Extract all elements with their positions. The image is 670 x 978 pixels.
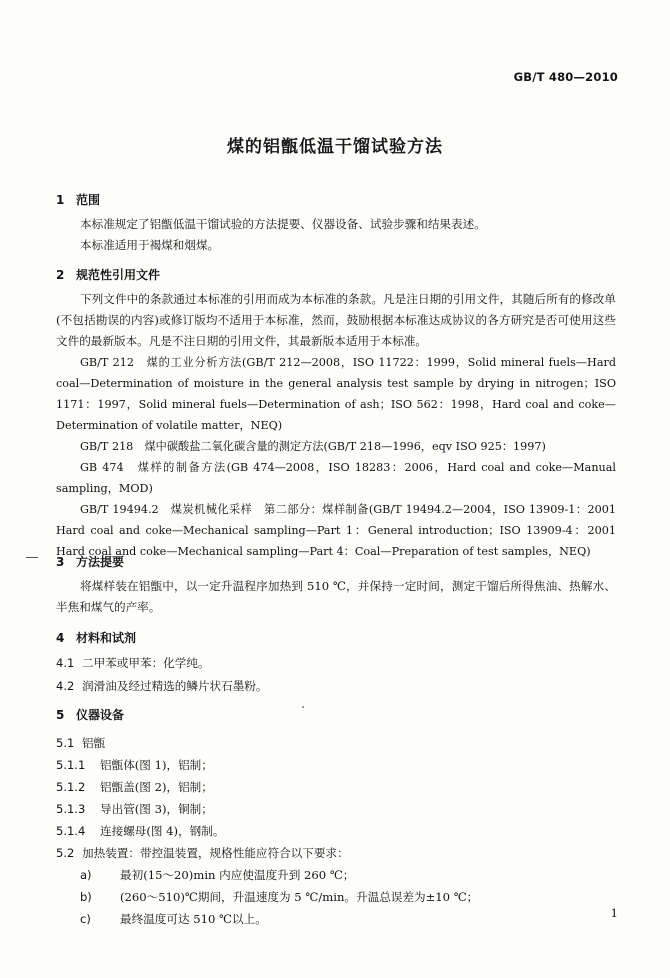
item-label: 5.2 bbox=[56, 846, 75, 860]
standard-code: GB/T 480—2010 bbox=[513, 70, 618, 84]
list-item bbox=[56, 654, 210, 672]
reference-entry: GB/T 19494.2 煤炭机械化采样 第二部分：煤样制备(GB/T 19494.2—2004，ISO 13909-1：2001 Hard coal and coke—Mechanical sampling—Part 1：General introduction；ISO 13909-4：2001 Hard coal and coke—Mechanical sampling—Part 4：Coal—Preparation of test samples，NEQ) bbox=[56, 503, 616, 558]
page-number: 1 bbox=[610, 906, 618, 920]
reference-entry: GB/T 212 煤的工业分析方法(GB/T 212—2008，ISO 11722：1999，Solid mineral fuels—Hard coal—Determination of moisture in the general analysis test sample by drying in nitrogen；ISO 1171：1997，Solid mineral fuels—Determination of ash；ISO 562：1998，Hard coal and coke—Determination of volatile matter，NEQ) bbox=[56, 356, 616, 432]
section-title: 材料和试剂 bbox=[76, 631, 137, 645]
section-title: 规范性引用文件 bbox=[76, 268, 161, 282]
paragraph: 本标准适用于褐煤和烟煤。 bbox=[80, 238, 220, 252]
section-number: 1 bbox=[56, 193, 65, 207]
item-text: (260～510)℃期间，升温速度为 5 ℃/min。升温总误差为±10 ℃； bbox=[120, 890, 479, 904]
section-number: 5 bbox=[56, 708, 65, 722]
paragraph: 将煤样装在铝甑中，以一定升温程序加热到 510 ℃，并保持一定时间，测定干馏后所得焦油、热解水、半焦和煤气的产率。 bbox=[56, 579, 616, 614]
list-item bbox=[56, 844, 349, 862]
item-text: 铝甑盖(图 2)，铝制； bbox=[100, 780, 213, 794]
section-number: 3 bbox=[56, 555, 65, 569]
scan-mark bbox=[26, 557, 38, 558]
section-5-heading bbox=[56, 706, 124, 723]
section-number: 4 bbox=[56, 631, 65, 645]
list-item bbox=[56, 888, 478, 906]
item-text: 加热装置：带控温装置，规格性能应符合以下要求： bbox=[82, 846, 349, 860]
section-2-heading bbox=[56, 266, 160, 283]
item-label: c) bbox=[80, 912, 91, 926]
reference-entry: GB/T 218 煤中碳酸盐二氧化碳含量的测定方法(GB/T 218—1996，eqv ISO 925：1997) bbox=[80, 440, 546, 453]
item-text: 二甲苯或甲苯：化学纯。 bbox=[82, 656, 210, 670]
item-label: 5.1.1 bbox=[56, 758, 86, 772]
item-text: 润滑油及经过精选的鳞片状石墨粉。 bbox=[82, 679, 268, 693]
section-4-heading bbox=[56, 629, 136, 646]
item-text: 铝甑 bbox=[82, 736, 106, 750]
paragraph: 下列文件中的条款通过本标准的引用而成为本标准的条款。凡是注日期的引用文件，其随后所有的修改单(不包括勘误的内容)或修订版均不适用于本标准，然而，鼓励根据本标准达成协议的各方研究是否可使用这些文件的最新版本。凡是不注日期的引用文件，其最新版本适用于本标准。 bbox=[56, 292, 616, 348]
item-label: 5.1 bbox=[56, 736, 75, 750]
section-2-body bbox=[56, 289, 616, 562]
document-title: 煤的铝甑低温干馏试验方法 bbox=[227, 137, 443, 157]
item-text: 铝甑体(图 1)，铝制； bbox=[100, 758, 213, 772]
reference-entry: GB 474 煤样的制备方法(GB 474—2008，ISO 18283：2006，Hard coal and coke—Manual sampling，MOD) bbox=[56, 461, 616, 495]
section-3-heading bbox=[56, 553, 124, 570]
section-3-body bbox=[56, 576, 616, 618]
list-item bbox=[56, 866, 354, 884]
list-item bbox=[56, 677, 268, 695]
list-item bbox=[56, 778, 213, 796]
section-title: 方法提要 bbox=[76, 555, 125, 569]
section-1-body bbox=[56, 214, 616, 256]
list-item bbox=[56, 910, 267, 928]
list-item bbox=[56, 734, 105, 752]
item-text: 连接螺母(图 4)，钢制。 bbox=[100, 824, 225, 838]
item-label: 5.1.2 bbox=[56, 780, 86, 794]
list-item bbox=[56, 800, 213, 818]
item-label: 4.1 bbox=[56, 656, 75, 670]
section-title: 范围 bbox=[76, 193, 101, 207]
item-text: 导出管(图 3)，铜制； bbox=[100, 802, 213, 816]
list-item bbox=[56, 756, 213, 774]
list-item bbox=[56, 822, 224, 840]
item-label: 5.1.3 bbox=[56, 802, 86, 816]
scan-mark bbox=[302, 706, 304, 708]
item-text: 最终温度可达 510 ℃以上。 bbox=[120, 912, 267, 926]
section-title: 仪器设备 bbox=[76, 708, 125, 722]
item-label: b) bbox=[80, 890, 92, 904]
section-1-heading bbox=[56, 191, 100, 208]
item-label: 4.2 bbox=[56, 679, 75, 693]
section-number: 2 bbox=[56, 268, 65, 282]
paragraph: 本标准规定了铝甑低温干馏试验的方法提要、仪器设备、试验步骤和结果表述。 bbox=[80, 217, 486, 231]
item-label: a) bbox=[80, 868, 92, 882]
item-text: 最初(15～20)min 内应使温度升到 260 ℃； bbox=[120, 868, 355, 882]
item-label: 5.1.4 bbox=[56, 824, 86, 838]
